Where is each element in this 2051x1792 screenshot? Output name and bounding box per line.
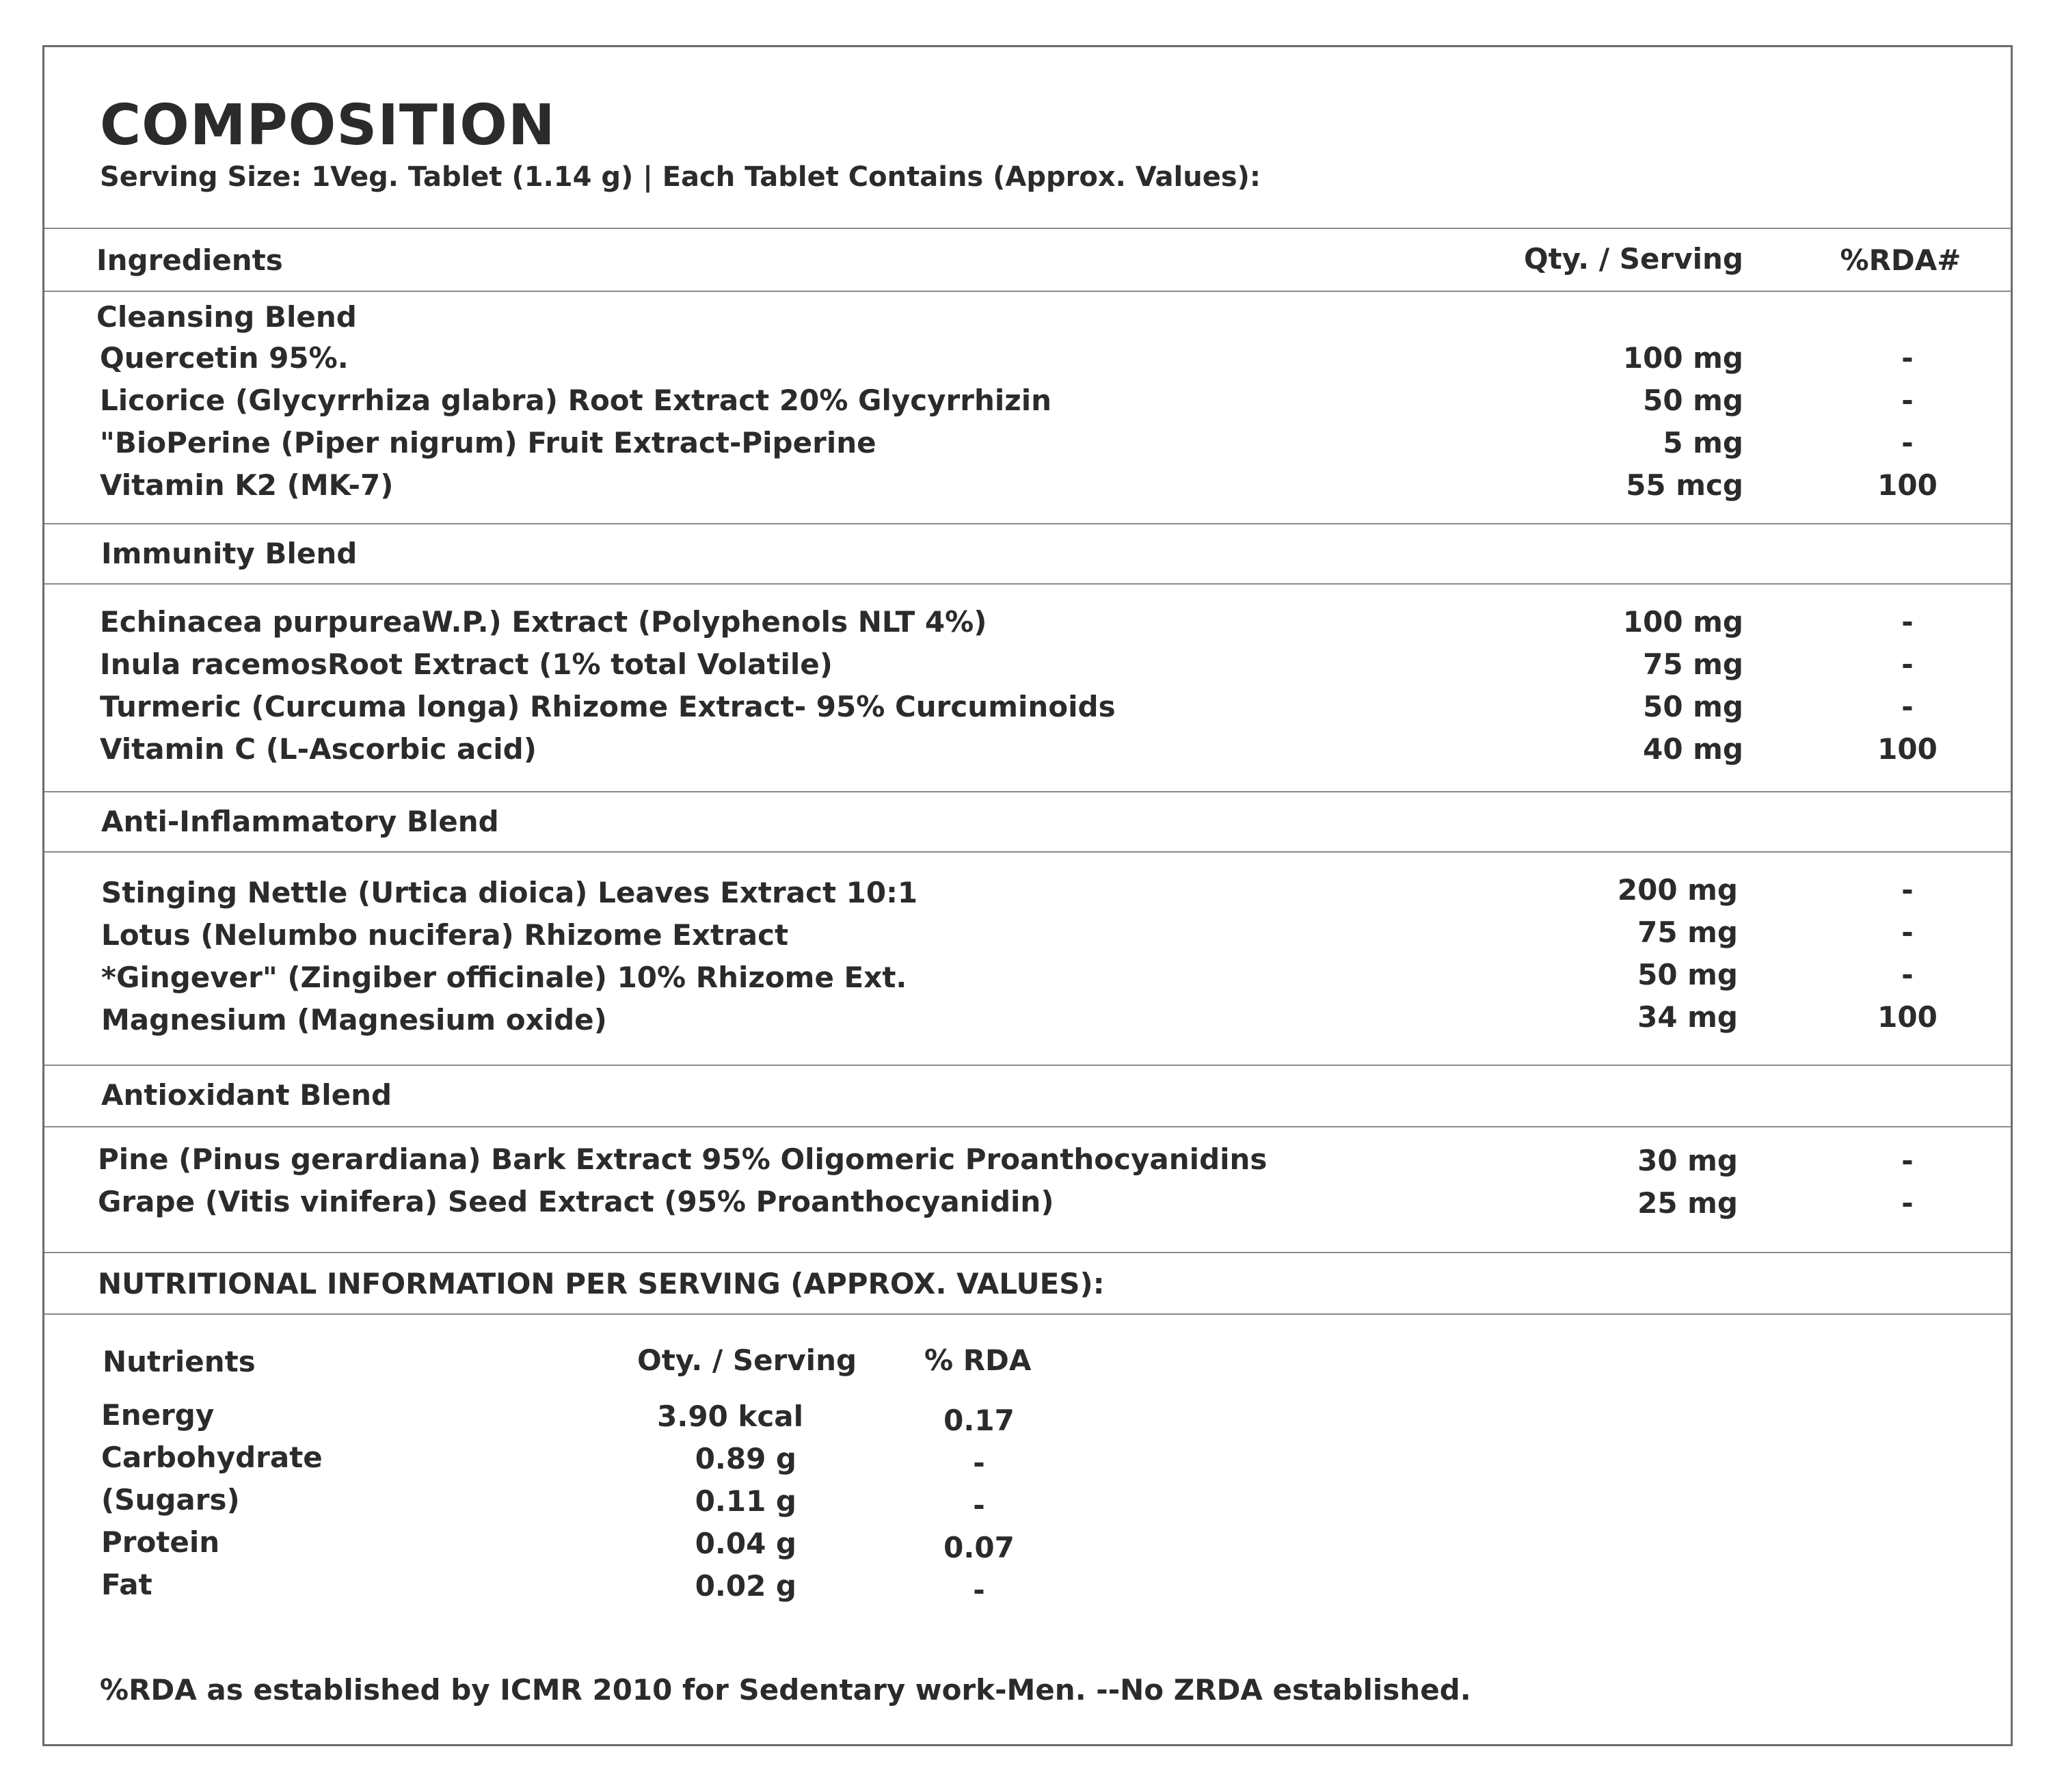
ingredient-name: Vitamin K2 (MK-7)	[100, 468, 394, 502]
page-title: COMPOSITION	[100, 93, 556, 158]
ingredient-qty: 50 mg	[1643, 690, 1743, 723]
ingredient-qty: 75 mg	[1643, 647, 1743, 681]
nutrient-qty: 3.90 kcal	[657, 1400, 803, 1433]
nutrition-rda-header: % RDA	[924, 1343, 1032, 1377]
ingredient-rda: -	[1901, 605, 1914, 639]
ingredient-qty: 30 mg	[1637, 1144, 1738, 1177]
ingredient-rda: 100	[1877, 1000, 1938, 1034]
blend-title: Immunity Blend	[101, 537, 358, 570]
ingredient-name: Licorice (Glycyrrhiza glabra) Root Extract 20% Glycyrrhizin	[100, 384, 1052, 417]
ingredient-rda: -	[1901, 873, 1914, 907]
ingredient-name: *Gingever" (Zingiber officinale) 10% Rhizome Ext.	[101, 961, 907, 994]
serving-size-line: Serving Size: 1Veg. Tablet (1.14 g) | Each Tablet Contains (Approx. Values):	[100, 161, 1261, 193]
nutrient-name: Energy	[101, 1398, 215, 1432]
nutrition-title: NUTRITIONAL INFORMATION PER SERVING (APPROX. VALUES):	[98, 1267, 1105, 1300]
rda-header: %RDA#	[1840, 243, 1961, 277]
divider	[44, 228, 2011, 229]
divider	[44, 1252, 2011, 1253]
qty-header: Qty. / Serving	[1523, 242, 1743, 276]
nutrient-qty: 0.89 g	[695, 1442, 796, 1475]
ingredient-name: Turmeric (Curcuma longa) Rhizome Extract- 95% Curcuminoids	[100, 690, 1116, 723]
ingredient-rda: -	[1901, 426, 1914, 459]
divider	[44, 851, 2011, 853]
ingredient-rda: -	[1901, 384, 1914, 417]
ingredient-name: Grape (Vitis vinifera) Seed Extract (95% Proanthocyanidin)	[98, 1185, 1054, 1218]
ingredient-qty: 50 mg	[1637, 958, 1738, 991]
divider	[44, 523, 2011, 524]
ingredient-qty: 100 mg	[1622, 605, 1743, 639]
ingredient-rda: -	[1901, 690, 1914, 723]
nutrient-name: Fat	[101, 1568, 152, 1601]
nutrients-header: Nutrients	[103, 1345, 256, 1378]
blend-title: Anti-Inflammatory Blend	[101, 805, 499, 838]
ingredient-name: Stinging Nettle (Urtica dioica) Leaves Extract 10:1	[101, 876, 918, 909]
ingredient-qty: 25 mg	[1637, 1186, 1738, 1220]
ingredient-name: Lotus (Nelumbo nucifera) Rhizome Extract	[101, 918, 789, 952]
divider	[44, 1126, 2011, 1127]
divider	[44, 791, 2011, 792]
ingredient-qty: 40 mg	[1643, 732, 1743, 766]
nutrient-name: Carbohydrate	[101, 1441, 323, 1474]
nutrition-qty-header: Oty. / Serving	[637, 1343, 857, 1377]
ingredients-header: Ingredients	[96, 243, 283, 277]
ingredient-rda: -	[1901, 341, 1914, 375]
blend-title: Antioxidant Blend	[101, 1078, 392, 1112]
nutrient-rda: -	[973, 1488, 985, 1522]
ingredient-rda: -	[1901, 1144, 1914, 1177]
nutrient-name: (Sugars)	[101, 1483, 240, 1516]
blend-title: Cleansing Blend	[96, 300, 357, 334]
ingredient-name: Quercetin 95%.	[100, 341, 349, 375]
footnote: %RDA as established by ICMR 2010 for Sedentary work-Men. --No ZRDA established.	[100, 1673, 1471, 1707]
ingredient-rda: -	[1901, 647, 1914, 681]
ingredient-qty: 75 mg	[1637, 915, 1738, 949]
ingredient-qty: 55 mcg	[1626, 468, 1743, 502]
nutrient-qty: 0.02 g	[695, 1569, 796, 1603]
ingredient-qty: 5 mg	[1663, 426, 1743, 459]
divider	[44, 1313, 2011, 1315]
ingredient-rda: -	[1901, 915, 1914, 949]
ingredient-name: Vitamin C (L-Ascorbic acid)	[100, 732, 537, 766]
ingredient-name: Inula racemosRoot Extract (1% total Volatile)	[100, 647, 833, 681]
nutrient-rda: -	[973, 1446, 985, 1480]
divider	[44, 583, 2011, 585]
ingredient-rda: 100	[1877, 732, 1938, 766]
nutrient-rda: -	[973, 1573, 985, 1607]
ingredient-rda: 100	[1877, 468, 1938, 502]
nutrient-rda: 0.07	[943, 1531, 1015, 1564]
ingredient-rda: -	[1901, 1186, 1914, 1220]
nutrient-rda: 0.17	[943, 1404, 1015, 1437]
ingredient-name: "BioPerine (Piper nigrum) Fruit Extract-Piperine	[100, 426, 876, 459]
ingredient-name: Magnesium (Magnesium oxide)	[101, 1003, 607, 1037]
nutrient-name: Protein	[101, 1525, 220, 1559]
ingredient-qty: 50 mg	[1643, 384, 1743, 417]
nutrient-qty: 0.11 g	[695, 1484, 796, 1518]
ingredient-rda: -	[1901, 958, 1914, 991]
ingredient-qty: 200 mg	[1617, 873, 1738, 907]
ingredient-name: Pine (Pinus gerardiana) Bark Extract 95% Oligomeric Proanthocyanidins	[98, 1142, 1268, 1176]
ingredient-name: Echinacea purpureaW.P.) Extract (Polyphenols NLT 4%)	[100, 605, 987, 639]
divider	[44, 1065, 2011, 1066]
divider	[44, 291, 2011, 292]
nutrient-qty: 0.04 g	[695, 1527, 796, 1560]
ingredient-qty: 100 mg	[1622, 341, 1743, 375]
ingredient-qty: 34 mg	[1637, 1000, 1738, 1034]
